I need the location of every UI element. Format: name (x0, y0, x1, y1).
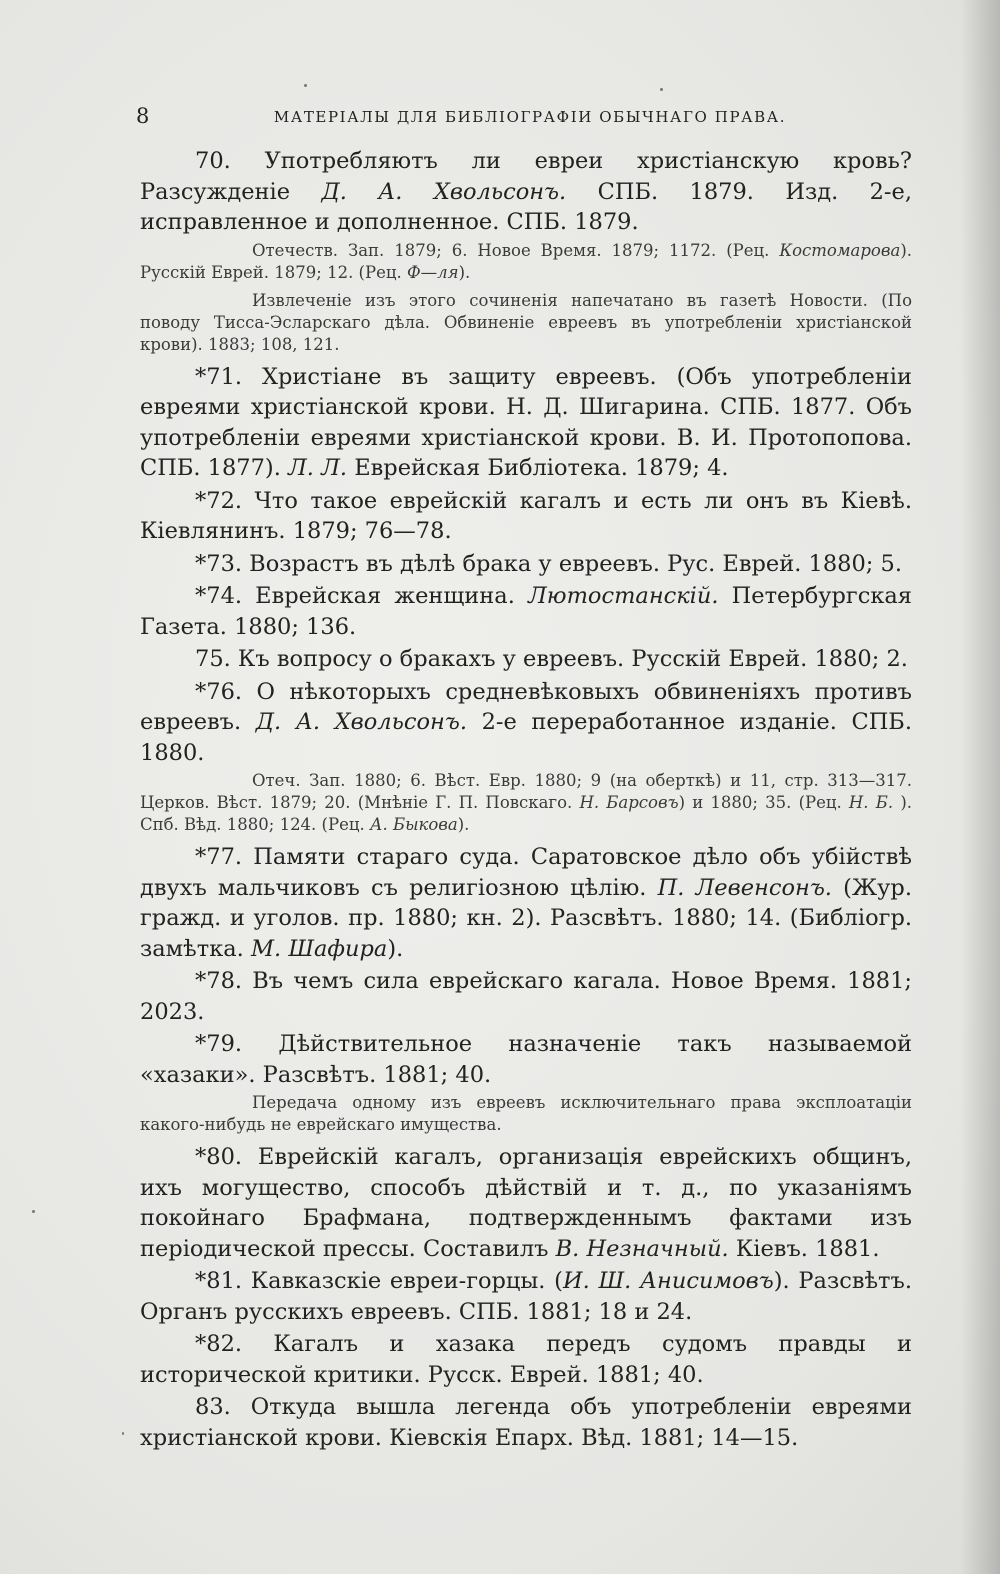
entry-text: *71. Христіане въ защиту евреевъ. (Объ употребленіи евреями христіанской крови. Н. Д. Шигарина. СПБ. 1877. Объ употребленіи евреями христіанской крови. В. И. Протопопова. СПБ. 1877). (140, 363, 912, 481)
bibliography-entry (140, 1142, 912, 1264)
entry-author-italic: М. Шафира (250, 935, 388, 962)
entry-text: *72. Что такое еврейскій кагалъ и есть ли онъ въ Кіевѣ. Кіевлянинъ. 1879; 76—78. (140, 487, 912, 544)
entry-text: *73. Возрастъ въ дѣлѣ брака у евреевъ. Рус. Еврей. 1880; 5. (195, 550, 902, 577)
speck-mark (122, 1432, 124, 1435)
bibliography-entry (140, 1329, 912, 1390)
bibliography-entry (140, 1392, 912, 1453)
entry-text: ). Разсвѣтъ. Органъ русскихъ евреевъ. СПБ. 1881; 18 и 24. (140, 1268, 912, 1325)
entry-text: 70. Употребляютъ ли евреи христіанскую кровь? Разсужденіе (140, 148, 912, 205)
entry-text: Извлеченіе изъ этого сочиненія напечатано въ газетѣ Новости. (По поводу Тисса-Эсларскаго дѣла. Обвиненіе евреевъ въ употребленіи христіанской крови). 1883; 108, 121. (140, 290, 912, 354)
bibliography-entry (140, 1029, 912, 1090)
entry-author-italic: Д. А. Хвольсонъ. (321, 178, 567, 205)
page-edge-shadow (960, 0, 1000, 1574)
entry-text: *77. Памяти стараго суда. Саратовское дѣло объ убійствѣ двухъ мальчиковъ съ религіозною цѣлію. (140, 844, 912, 901)
bibliography-entry (140, 362, 912, 484)
entry-text: *80. Еврейскій кагалъ, организація еврейскихъ общинъ, ихъ могущество, способъ дѣйствій и т. д., по указаніямъ покойнаго Брафмана, подтвержденнымъ фактами изъ періодической прессы. Составилъ (140, 1144, 912, 1262)
bibliography-entry (140, 842, 912, 964)
bibliography-entry (140, 146, 912, 238)
bibliography-entry (140, 644, 912, 675)
entry-text: ). (457, 815, 470, 834)
speck-mark (304, 84, 307, 87)
running-head: МАТЕРІАЛЫ ДЛЯ БИБЛІОГРАФІИ ОБЫЧНАГО ПРАВА. (273, 108, 787, 126)
entry-text: *79. Дѣйствительное назначеніе такъ называемой «хазаки». Разсвѣтъ. 1881; 40. (140, 1031, 912, 1088)
entry-text: СПБ. 1879. Изд. 2-е, исправленное и дополненное. СПБ. 1879. (140, 178, 912, 235)
entry-author-italic: Ф—ля (406, 262, 459, 282)
bibliography-entry (140, 677, 912, 769)
entry-text: Отечеств. Зап. 1879; 6. Новое Время. 1879; 1172. (Рец. (252, 240, 780, 260)
entry-author-italic: И. Ш. Анисимовъ (562, 1268, 774, 1294)
entry-note (140, 1092, 912, 1136)
entry-text: ). Русскій Еврей. 1879; 12. (Рец. (140, 240, 912, 282)
entry-text: *74. Еврейская женщина. (195, 583, 528, 609)
entry-author-italic: Н. Б. (848, 793, 894, 812)
entry-text: Передача одному изъ евреевъ исключительнаго права эксплоатаціи какого-нибудь не еврейскаго имущества. (140, 1093, 912, 1134)
entry-text: Петербургская Газета. 1880; 136. (140, 583, 912, 640)
entry-author-italic: Л. Л. (288, 455, 348, 481)
bibliography-entry (140, 486, 912, 547)
entry-author-italic: А. Быкова (369, 815, 458, 834)
entry-text: 75. Къ вопросу о бракахъ у евреевъ. Русскій Еврей. 1880; 2. (195, 646, 908, 672)
bibliography-entry (140, 581, 912, 642)
speck-mark (32, 1210, 35, 1213)
speck-mark (660, 88, 663, 91)
entry-text: Кіевъ. 1881. (728, 1235, 880, 1262)
entry-author-italic: В. Незначный. (555, 1235, 729, 1262)
entry-text: ). (387, 935, 404, 962)
entry-text: 83. Откуда вышла легенда объ употребленіи евреями христіанской крови. Кіевскія Епарх. Вѣд. 1881; 14—15. (140, 1394, 912, 1451)
bibliography-entry (140, 549, 912, 580)
entry-text: *76. О нѣкоторыхъ средневѣковыхъ обвиненіяхъ противъ евреевъ. (140, 678, 912, 735)
page-number: 8 (136, 104, 150, 128)
bibliography-entry (140, 966, 912, 1027)
entry-author-italic: Д. А. Хвольсонъ. (255, 709, 467, 735)
entry-note (140, 290, 912, 356)
entry-author-italic: П. Левенсонъ. (657, 874, 832, 901)
entry-text: *78. Въ чемъ сила еврейскаго кагала. Новое Время. 1881; 2023. (140, 968, 912, 1025)
entry-text: (Жур. гражд. и уголов. пр. 1880; кн. 2). Разсвѣтъ. 1880; 14. (Библіогр. замѣтка. (140, 874, 912, 962)
entry-author-italic: Лютостанскій. (528, 583, 719, 609)
entry-text: 2-е переработанное изданіе. СПБ. 1880. (140, 709, 912, 766)
entry-text: ). (458, 262, 471, 282)
entry-text: *82. Кагалъ и хазака передъ судомъ правды и исторической критики. Русск. Еврей. 1881; 40. (140, 1331, 912, 1388)
entry-text: ) и 1880; 35. (Рец. (678, 793, 849, 812)
entry-text: Еврейская Библіотека. 1879; 4. (347, 455, 729, 481)
entry-author-italic: Костомарова (779, 240, 901, 260)
entry-author-italic: Н. Барсовъ (579, 793, 679, 812)
entry-text: *81. Кавказскіе евреи-горцы. ( (195, 1268, 563, 1294)
entry-note (140, 770, 912, 836)
entry-text: Отеч. Зап. 1880; 6. Вѣст. Евр. 1880; 9 (на оберткѣ) и 11, стр. 313—317. Церков. Вѣст. 1879; 20. (Мнѣніе Г. П. Повскаго. (140, 771, 912, 812)
entry-text: ). Спб. Вѣд. 1880; 124. (Рец. (140, 793, 912, 834)
entry-note (140, 240, 912, 284)
bibliography-list (140, 146, 912, 1455)
bibliography-entry (140, 1266, 912, 1327)
